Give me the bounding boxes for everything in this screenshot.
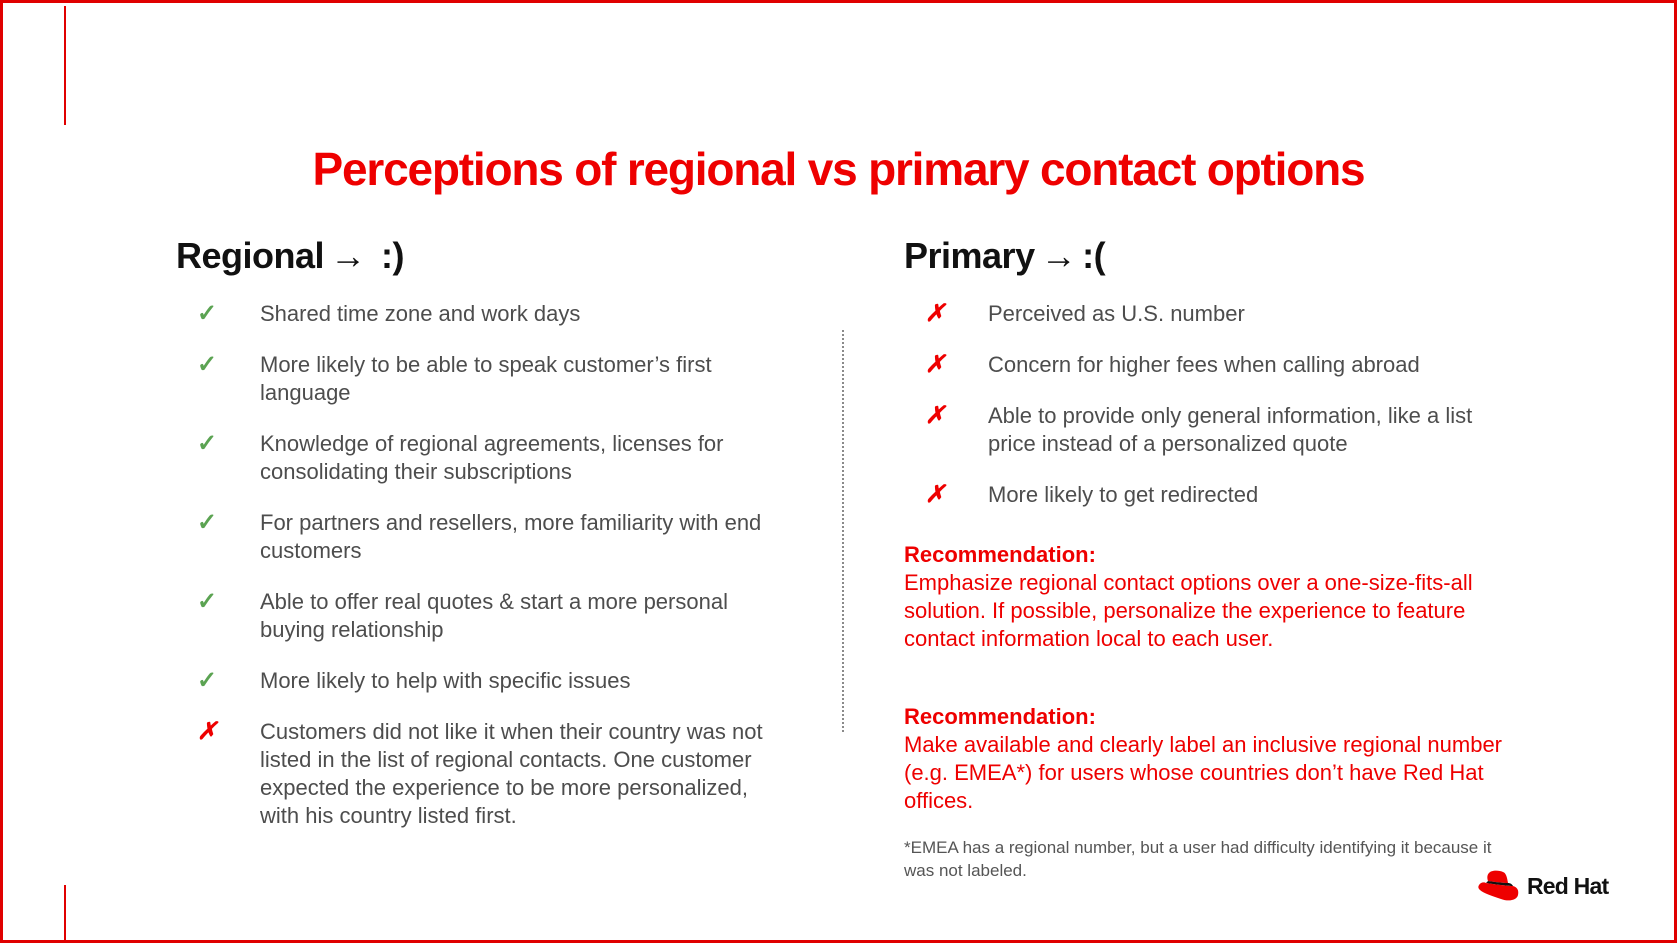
- list-item: [921, 402, 1521, 458]
- list-item: [193, 430, 773, 486]
- regional-list: [193, 300, 773, 853]
- arrow-right-icon: →: [330, 235, 366, 276]
- slide-title: Perceptions of regional vs primary contact options: [312, 143, 1365, 195]
- accent-line-bottom: [64, 885, 66, 943]
- footnote: *EMEA has a regional number, but a user had difficulty identifying it because it was not labeled.: [904, 838, 1492, 880]
- list-item-text: Able to offer real quotes & start a more personal buying relationship: [260, 589, 728, 642]
- recommendation-text: Emphasize regional contact options over a one-size-fits-all solution. If possible, personalize the experience to feature contact information local to each user.: [904, 570, 1473, 651]
- list-item: [193, 588, 773, 644]
- list-item: [921, 300, 1521, 328]
- list-item: [921, 481, 1521, 509]
- check-icon: ✓: [196, 509, 218, 536]
- cross-icon: ✗: [196, 718, 218, 745]
- primary-heading-label: Primary: [904, 235, 1035, 276]
- list-item-text: More likely to be able to speak customer’s first language: [260, 352, 712, 405]
- list-item-text: Able to provide only general information, like a list price instead of a personalized quote: [988, 403, 1473, 456]
- list-item: [193, 509, 773, 565]
- list-item-text: Concern for higher fees when calling abroad: [988, 352, 1420, 377]
- check-icon: ✓: [196, 667, 218, 694]
- smiley-face: :): [381, 235, 405, 276]
- frown-face: :(: [1082, 235, 1106, 276]
- recommendation-2: [904, 703, 1524, 815]
- primary-list: [921, 300, 1521, 532]
- list-item-text: More likely to get redirected: [988, 482, 1259, 507]
- red-hat-fedora-icon: [1477, 869, 1521, 903]
- check-icon: ✓: [196, 300, 218, 327]
- list-item-text: Customers did not like it when their country was not listed in the list of regional contacts. One customer expected the experience to be more personalized, with his country listed first.: [260, 719, 763, 828]
- list-item: [193, 667, 773, 695]
- cross-icon: ✗: [924, 481, 946, 508]
- column-divider: [842, 330, 844, 732]
- regional-heading: [176, 234, 404, 278]
- arrow-right-icon: →: [1040, 235, 1077, 276]
- recommendation-label: Recommendation:: [904, 542, 1096, 567]
- list-item-text: More likely to help with specific issues: [260, 668, 631, 693]
- list-item: [193, 351, 773, 407]
- primary-heading: [904, 234, 1105, 278]
- regional-heading-label: Regional: [176, 235, 325, 276]
- logo-text: Red Hat: [1527, 872, 1609, 899]
- recommendation-text: Make available and clearly label an inclusive regional number (e.g. EMEA*) for users whose countries don’t have Red Hat offices.: [904, 732, 1503, 813]
- check-icon: ✓: [196, 430, 218, 457]
- check-icon: ✓: [196, 588, 218, 615]
- accent-line-top: [64, 6, 66, 125]
- cross-icon: ✗: [924, 300, 946, 327]
- list-item: [193, 300, 773, 328]
- list-item-text: Knowledge of regional agreements, licenses for consolidating their subscriptions: [260, 431, 724, 484]
- cross-icon: ✗: [924, 351, 946, 378]
- list-item-text: Perceived as U.S. number: [988, 301, 1245, 326]
- check-icon: ✓: [196, 351, 218, 378]
- recommendation-1: [904, 541, 1524, 653]
- recommendation-label: Recommendation:: [904, 704, 1096, 729]
- list-item: [193, 718, 773, 830]
- cross-icon: ✗: [924, 402, 946, 429]
- list-item: [921, 351, 1521, 379]
- red-hat-logo: [1477, 869, 1608, 903]
- list-item-text: For partners and resellers, more familiarity with end customers: [260, 510, 762, 563]
- list-item-text: Shared time zone and work days: [260, 301, 581, 326]
